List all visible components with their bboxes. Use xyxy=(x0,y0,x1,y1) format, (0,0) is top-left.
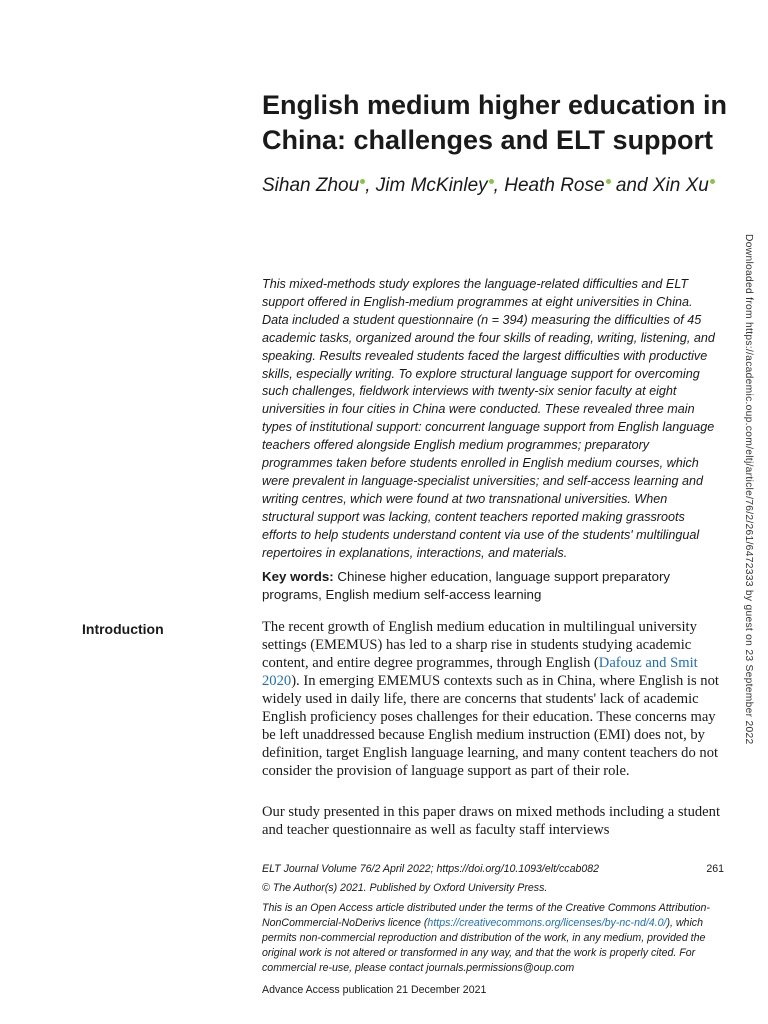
page-number: 261 xyxy=(706,863,724,875)
abstract: This mixed-methods study explores the language-related difficulties and ELT support offered in English-medium programmes at eight universities in China. Data included a student questionnaire (n = 394) measuring the difficulties of 45 academic tasks, organized around the four skills of reading, writing, listening, and speaking. Results revealed students faced the largest difficulties with productive skills, especially writing. To explore structural language support for overcoming such challenges, fieldwork interviews with twenty-six senior faculty at eight universities in four cities in China were conducted. These revealed three main types of institutional support: concurrent language support from English language teachers offered alongside English medium programmes; preparatory programmes taken before students enrolled in English medium courses, which were prevalent in language-specialist universities; and self-access learning and writing centres, which were found at two transnational universities. When structural support was lacking, content teachers reported making grassroots efforts to help students understand content via use of the students' multilingual repertoires in explanations, interactions, and materials. xyxy=(262,277,715,560)
license-text-segment: This is an Open Access article distributed under the terms of the Creative Commons Attribution-NonCommercial-NoDerivs licence ( xyxy=(262,902,710,929)
license-link[interactable]: https://creativecommons.org/licenses/by-nc-nd/4.0/ xyxy=(427,917,667,929)
author-separator: , xyxy=(365,175,376,196)
journal-citation: ELT Journal Volume 76/2 April 2022; https://doi.org/10.1093/elt/ccab082 xyxy=(262,863,600,875)
section-heading-introduction: Introduction xyxy=(82,621,164,637)
body-text-segment: The recent growth of English medium education in multilingual university settings (EMEMUS) has led to a sharp rise in students studying academic content, and entire degree programmes, through English ( xyxy=(262,619,697,671)
author-separator: and xyxy=(610,175,653,196)
license-notice xyxy=(262,901,724,976)
keywords-text: Chinese higher education, language support preparatory programs, English medium self-access learning xyxy=(262,569,671,602)
author-list xyxy=(262,172,732,200)
author-name[interactable]: Sihan Zhou xyxy=(262,175,360,196)
title-line-1: English medium higher education in xyxy=(262,90,728,120)
body-paragraph: Our study presented in this paper draws on mixed methods including a student and teacher questionnaire as well as faculty staff interviews xyxy=(262,804,721,838)
author-name[interactable]: Xin Xu xyxy=(652,175,709,196)
citation-link[interactable]: Dafouz and Smit 2020 xyxy=(262,655,698,689)
body-text-segment: ). In emerging EMEMUS contexts such as in China, where English is not widely used in daily life, there are concerns that students' lack of academic English proficiency poses challenges for their education. These concerns may be left unaddressed because English medium instruction (EMI) does not, by definition, target English language learning, and many content teachers do not consider the provision of language support as part of their role. xyxy=(262,673,719,779)
body-paragraph xyxy=(262,618,724,780)
keywords-label: Key words: xyxy=(262,569,334,584)
author-name[interactable]: Jim McKinley xyxy=(375,175,488,196)
license-text-segment: ), which permits non-commercial reproduction and distribution of the work, in any medium, provided the original work is not altered or transformed in any way, and that the work is properly cited. For commercial re-use, please contact journals.permissions@oup.com xyxy=(262,917,706,974)
keywords xyxy=(262,568,722,604)
title-line-2: China: challenges and ELT support xyxy=(262,125,714,155)
author-name[interactable]: Heath Rose xyxy=(504,175,605,196)
orcid-icon[interactable] xyxy=(710,179,715,184)
author-separator: , xyxy=(493,175,505,196)
download-watermark: Downloaded from https://academic.oup.com/eltj/article/76/2/261/6472333 by guest on 23 September 2022 xyxy=(743,234,754,745)
advance-access-note: Advance Access publication 21 December 2021 xyxy=(262,984,487,996)
journal-citation-line xyxy=(262,862,724,877)
article-title xyxy=(262,88,732,158)
copyright-notice: © The Author(s) 2021. Published by Oxford University Press. xyxy=(262,882,548,894)
